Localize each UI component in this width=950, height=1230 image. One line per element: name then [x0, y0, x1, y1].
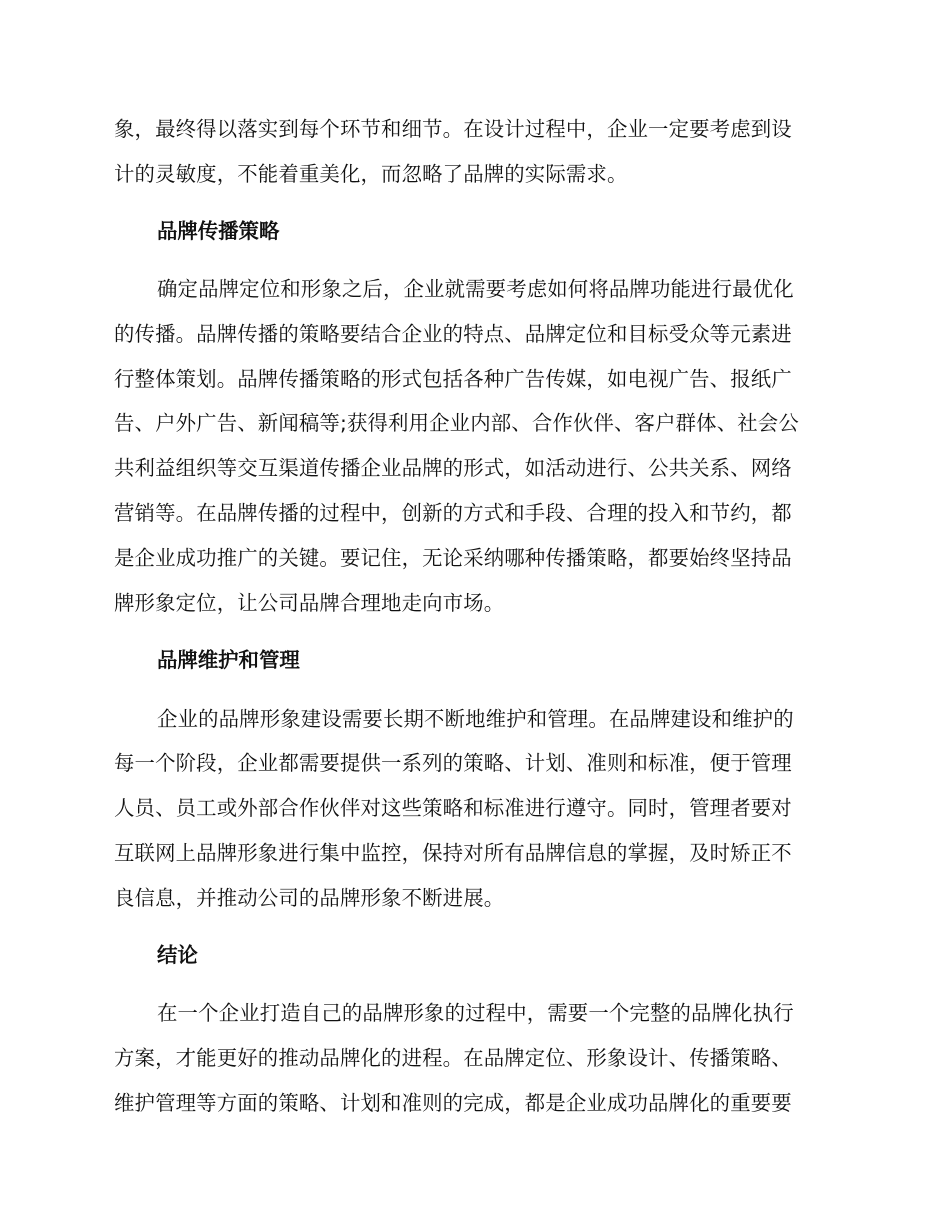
paragraph-line: 在一个企业打造自己的品牌形象的过程中，需要一个完整的品牌化执行 — [157, 1001, 794, 1025]
paragraph-line: 互联网上品牌形象进行集中监控，保持对所有品牌信息的掌握，及时矫正不 — [114, 841, 792, 865]
paragraph-line: 方案，才能更好的推动品牌化的进程。在品牌定位、形象设计、传播策略、 — [114, 1046, 792, 1070]
paragraph-line: 维护管理等方面的策略、计划和准则的完成，都是企业成功品牌化的重要要 — [114, 1091, 792, 1115]
paragraph-line: 计的灵敏度，不能着重美化，而忽略了品牌的实际需求。 — [114, 162, 628, 186]
paragraph-line: 企业的品牌形象建设需要长期不断地维护和管理。在品牌建设和维护的 — [157, 707, 794, 731]
paragraph-line: 良信息，并推动公司的品牌形象不断进展。 — [114, 886, 505, 910]
section-heading-communication: 品牌传播策略 — [157, 219, 280, 243]
paragraph-line: 确定品牌定位和形象之后，企业就需要考虑如何将品牌功能进行最优化 — [157, 277, 794, 301]
paragraph-line: 象，最终得以落实到每个环节和细节。在设计过程中，企业一定要考虑到设 — [114, 117, 792, 141]
paragraph-line: 牌形象定位，让公司品牌合理地走向市场。 — [114, 591, 505, 615]
paragraph-line: 的传播。品牌传播的策略要结合企业的特点、品牌定位和目标受众等元素进 — [114, 322, 792, 346]
paragraph-line: 共利益组织等交互渠道传播企业品牌的形式，如活动进行、公共关系、网络 — [114, 456, 792, 480]
paragraph-line: 营销等。在品牌传播的过程中，创新的方式和手段、合理的投入和节约，都 — [114, 501, 792, 525]
paragraph-line: 行整体策划。品牌传播策略的形式包括各种广告传媒，如电视广告、报纸广 — [114, 367, 792, 391]
section-heading-conclusion: 结论 — [157, 943, 198, 967]
section-heading-maintenance: 品牌维护和管理 — [157, 648, 300, 672]
paragraph-line: 告、户外广告、新闻稿等;获得利用企业内部、合作伙伴、客户群体、社会公 — [114, 411, 799, 435]
paragraph-line: 人员、员工或外部合作伙伴对这些策略和标准进行遵守。同时，管理者要对 — [114, 796, 792, 820]
paragraph-line: 每一个阶段，企业都需要提供一系列的策略、计划、准则和标准，便于管理 — [114, 751, 792, 775]
paragraph-line: 是企业成功推广的关键。要记住，无论采纳哪种传播策略，都要始终坚持品 — [114, 546, 792, 570]
